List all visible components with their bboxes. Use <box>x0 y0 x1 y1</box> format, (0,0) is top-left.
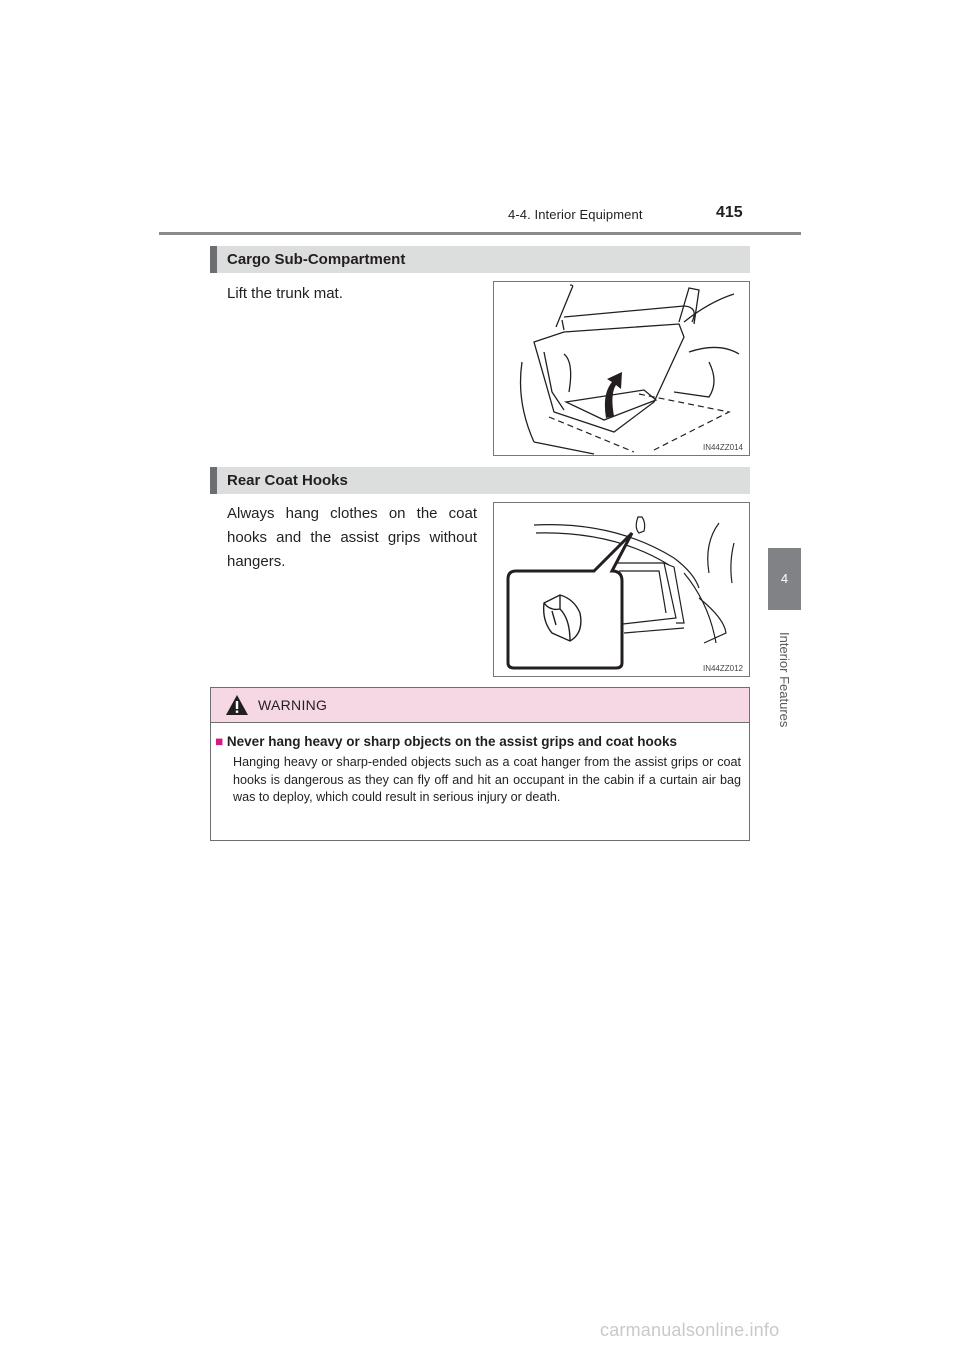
chapter-tab[interactable]: 4 <box>768 548 801 610</box>
warning-bullet-title: Never hang heavy or sharp objects on the assist grips and coat hooks <box>226 734 678 749</box>
chapter-title: Interior Features <box>777 632 792 728</box>
section-heading-cargo: Cargo Sub-Compartment <box>210 246 750 273</box>
warning-text: Hanging heavy or sharp-ended objects such as a coat hanger from the assist grips or coat hooks is dangerous as they can fly off and hit an occupant in the cabin if a curtain air bag was to deploy, which could result in serious injury or death. <box>233 755 741 804</box>
trunk-illustration <box>493 281 750 456</box>
section-heading-coat-hooks: Rear Coat Hooks <box>210 467 750 494</box>
cargo-instruction: Lift the trunk mat. <box>227 285 343 302</box>
header-rule <box>159 232 801 235</box>
figure-code-trunk: IN44ZZ014 <box>702 443 743 452</box>
coat-hook-drawing <box>494 503 750 677</box>
page-number: 415 <box>716 204 743 221</box>
warning-triangle-icon <box>225 694 249 716</box>
warning-header <box>211 688 749 723</box>
warning-title: WARNING <box>258 697 328 713</box>
header-section-title: 4-4. Interior Equipment <box>508 207 643 222</box>
watermark: carmanualsonline.info <box>600 1320 780 1340</box>
trunk-drawing <box>494 282 750 456</box>
bullet-square-icon: ■ <box>215 734 224 749</box>
chapter-label-container <box>746 620 822 728</box>
coat-hook-illustration <box>493 502 750 677</box>
figure-code-coat-hook: IN44ZZ012 <box>702 664 743 673</box>
warning-box <box>210 687 750 841</box>
warning-bullet-heading <box>215 734 677 749</box>
coat-hooks-instruction: Always hang clothes on the coat hooks and the assist grips without hangers. <box>227 505 477 570</box>
